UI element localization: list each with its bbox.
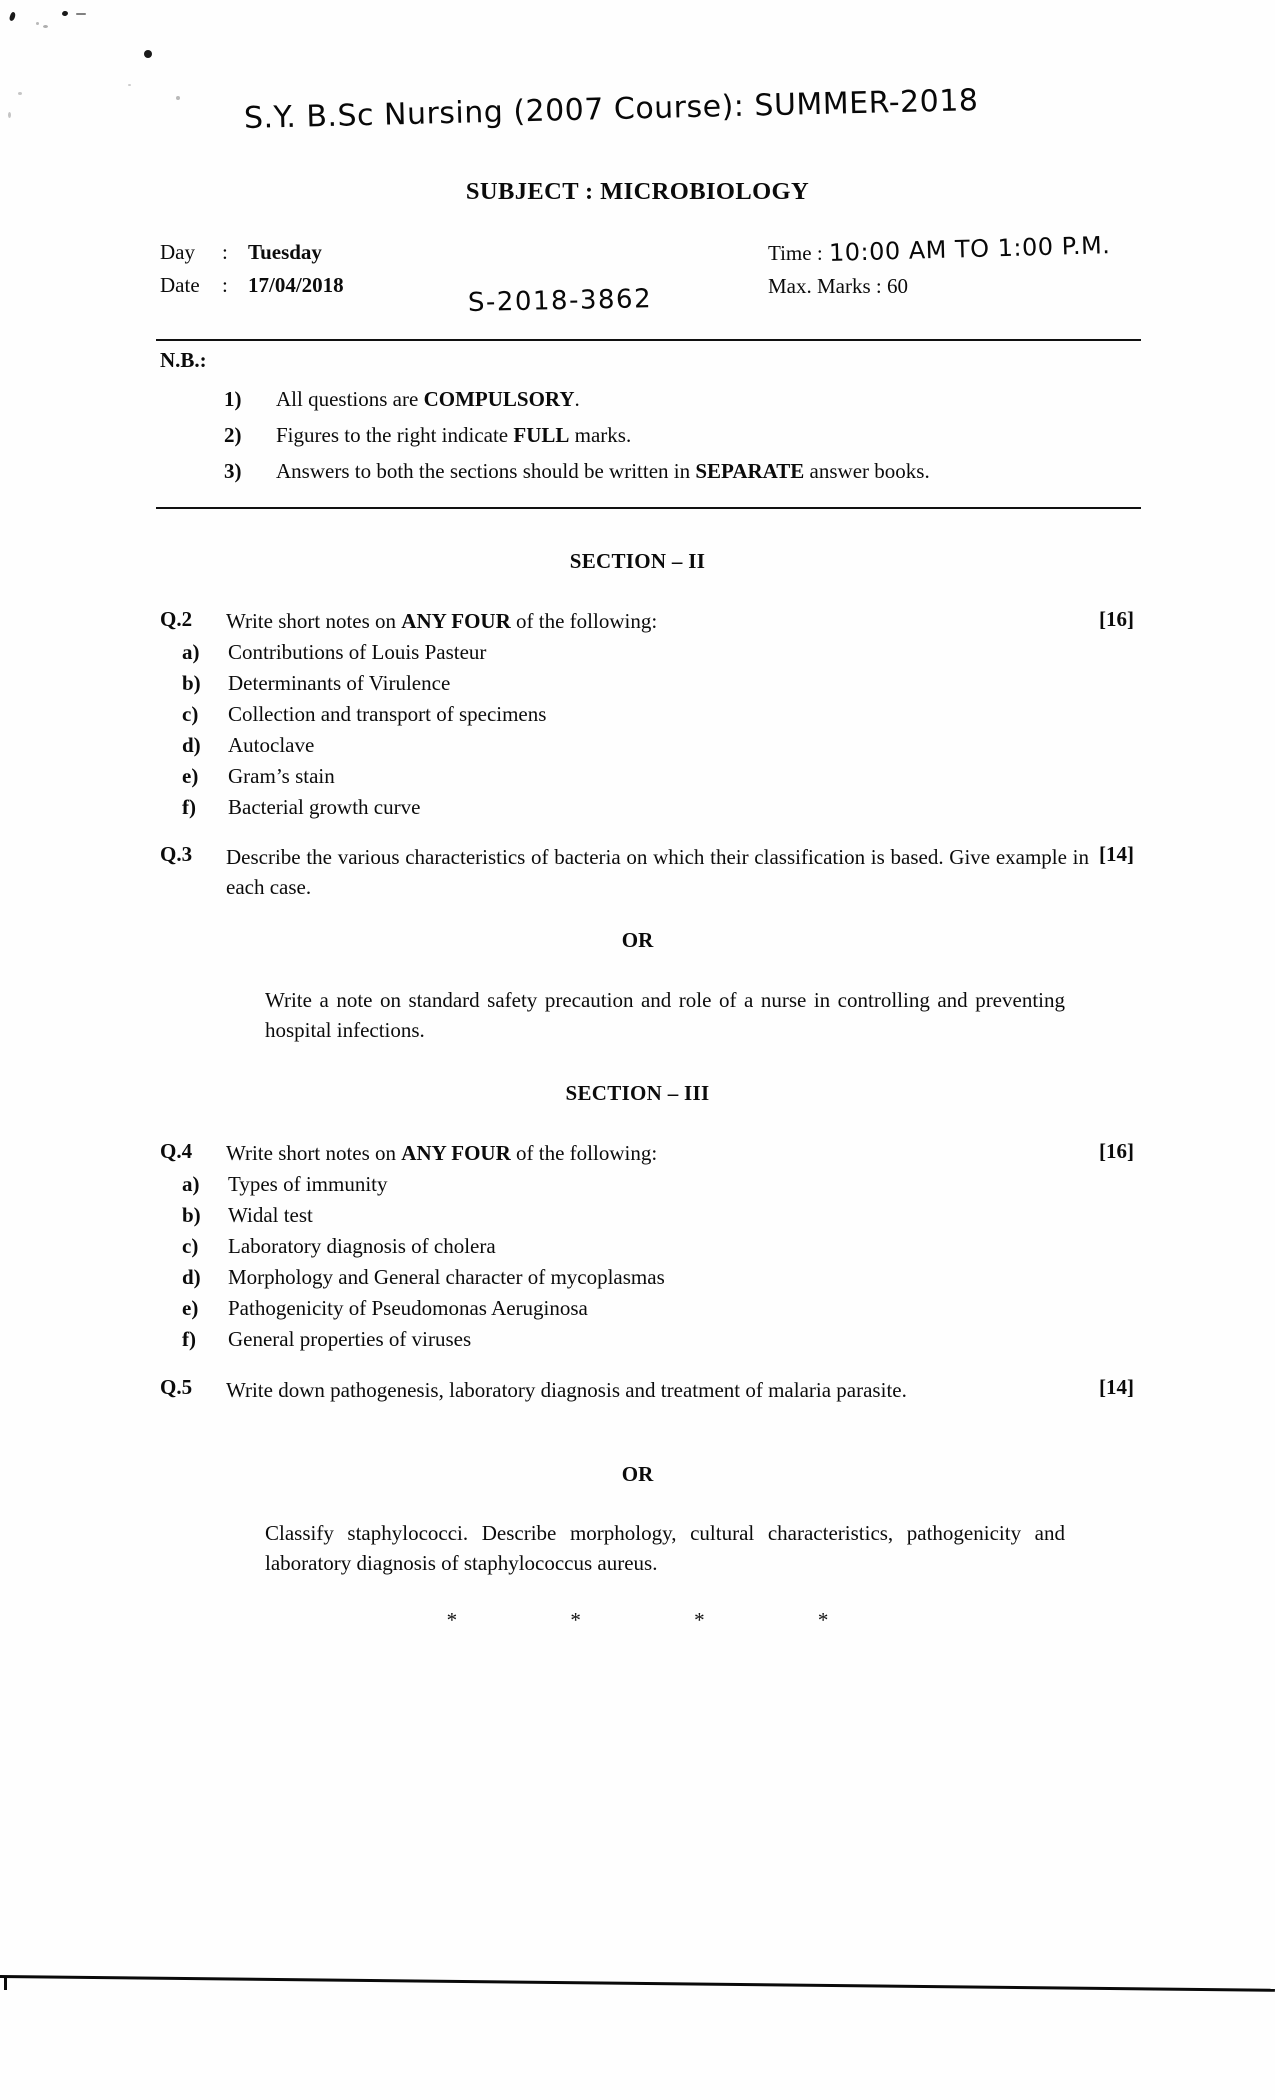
nb-item-emphasis: COMPULSORY <box>423 387 575 411</box>
ink-dot-icon <box>144 50 152 58</box>
scan-speckle-icon <box>18 92 22 95</box>
q4-sub-item <box>160 1324 1145 1355</box>
nb-item-post: answer books. <box>804 459 930 483</box>
date-label: Date <box>160 273 200 297</box>
q4-sub-letter: a) <box>182 1172 200 1196</box>
scan-speckle-icon <box>176 96 180 100</box>
scan-edge-line <box>0 1975 1275 1992</box>
note-bene-block <box>160 348 930 493</box>
nb-item-emphasis: SEPARATE <box>695 459 805 483</box>
q4-sub-letter: e) <box>182 1296 199 1320</box>
scan-speckle-icon <box>62 10 69 16</box>
q5-stem-row <box>160 1375 1145 1405</box>
handwritten-course-title: S.Y. B.Sc Nursing (2007 Course): SUMMER-2018 <box>243 83 979 136</box>
q3-marks: [14] <box>1099 842 1134 866</box>
q2-sub-letter: b) <box>182 671 201 695</box>
exam-meta-left <box>160 236 344 302</box>
nb-item-text <box>276 457 930 485</box>
scan-speckle-icon <box>76 13 86 15</box>
q2-sub-text: Contributions of Louis Pasteur <box>228 640 487 664</box>
q2-sub-item <box>160 761 1145 792</box>
handwritten-time-value: 10:00 AM TO 1:00 P.M. <box>828 231 1111 267</box>
day-value: Tuesday <box>248 240 322 264</box>
or-separator-1: OR <box>621 928 654 952</box>
date-value: 17/04/2018 <box>248 273 344 297</box>
q2-sub-text: Determinants of Virulence <box>228 671 451 695</box>
q2-stem-post: of the following: <box>510 609 658 633</box>
exam-meta-right <box>768 231 1111 303</box>
date-colon: : <box>222 273 228 297</box>
section-heading-2: SECTION – II <box>569 549 706 573</box>
footer-star-separator: * * * * <box>446 1608 883 1632</box>
q2-sub-list <box>160 637 1145 823</box>
q4-sub-letter: b) <box>182 1203 201 1227</box>
scan-speckle-icon <box>43 25 48 28</box>
question-q4 <box>160 1139 1145 1355</box>
scan-speckle-icon <box>8 112 11 118</box>
q2-sub-letter: d) <box>182 733 201 757</box>
q2-marks: [16] <box>1099 607 1134 631</box>
q3-label: Q.3 <box>160 842 193 866</box>
q5-marks: [14] <box>1099 1375 1134 1399</box>
nb-item-emphasis: FULL <box>513 423 570 447</box>
nb-item-number: 1) <box>224 387 242 411</box>
q4-stem-pre: Write short notes on <box>226 1141 402 1165</box>
scan-edge-tick <box>4 1978 7 1990</box>
q2-sub-letter: e) <box>182 764 199 788</box>
q2-stem-row <box>160 607 1145 635</box>
q4-stem <box>226 1139 1099 1167</box>
q4-stem-emphasis: ANY FOUR <box>401 1141 511 1165</box>
time-label: Time : <box>768 241 823 265</box>
q4-sub-item <box>160 1169 1145 1200</box>
q3-text: Describe the various characteristics of bacteria on which their classification is based. Give example in each case. <box>226 845 1089 899</box>
q3-alternative-text: Write a note on standard safety precaution and role of a nurse in controlling and preventing hospital infections. <box>265 988 1065 1042</box>
q2-label: Q.2 <box>160 607 193 631</box>
q4-label: Q.4 <box>160 1139 193 1163</box>
q4-sub-text: Laboratory diagnosis of cholera <box>228 1234 496 1258</box>
q5-label: Q.5 <box>160 1375 193 1399</box>
day-row <box>160 236 344 269</box>
day-label: Day <box>160 240 195 264</box>
question-q5 <box>160 1375 1145 1405</box>
q4-sub-text: Types of immunity <box>228 1172 388 1196</box>
q4-sub-letter: c) <box>182 1234 199 1258</box>
scan-speckle-icon <box>36 22 39 25</box>
q2-stem <box>226 607 1099 635</box>
scan-speckle-icon <box>128 84 131 86</box>
nb-item-pre: Answers to both the sections should be written in <box>276 459 696 483</box>
q2-sub-item <box>160 699 1145 730</box>
question-q2 <box>160 607 1145 823</box>
nb-list <box>160 385 930 485</box>
nb-title: N.B.: <box>160 348 207 372</box>
q4-sub-item <box>160 1262 1145 1293</box>
date-row <box>160 269 344 302</box>
q2-sub-text: Collection and transport of specimens <box>228 702 547 726</box>
nb-item-post: marks. <box>569 423 632 447</box>
q4-sub-item <box>160 1200 1145 1231</box>
section-heading-3: SECTION – III <box>565 1081 710 1105</box>
max-marks: Max. Marks : 60 <box>768 274 908 298</box>
subject-line: SUBJECT : MICROBIOLOGY <box>465 178 810 205</box>
nb-item <box>160 385 930 413</box>
q2-sub-text: Autoclave <box>228 733 315 757</box>
q4-sub-item <box>160 1293 1145 1324</box>
q5-alternative-text: Classify staphylococci. Describe morphology, cultural characteristics, pathogenicity and laboratory diagnosis of staphylococcus aureus. <box>265 1521 1065 1575</box>
q5-text: Write down pathogenesis, laboratory diagnosis and treatment of malaria parasite. <box>226 1378 907 1402</box>
nb-item-pre: All questions are <box>276 387 424 411</box>
nb-item-text <box>276 385 930 413</box>
time-row <box>768 231 1111 270</box>
q2-sub-letter: f) <box>182 795 196 819</box>
nb-item-number: 3) <box>224 459 242 483</box>
q2-sub-item <box>160 637 1145 668</box>
nb-item-pre: Figures to the right indicate <box>276 423 514 447</box>
nb-item-text <box>276 421 930 449</box>
q2-sub-letter: c) <box>182 702 199 726</box>
q4-sub-text: Pathogenicity of Pseudomonas Aeruginosa <box>228 1296 588 1320</box>
header-divider-rule <box>156 339 1141 341</box>
nb-item <box>160 421 930 449</box>
q3-stem-row <box>160 842 1145 902</box>
q4-sub-letter: d) <box>182 1265 201 1289</box>
nb-item <box>160 457 930 485</box>
q2-sub-item <box>160 792 1145 823</box>
q2-stem-pre: Write short notes on <box>226 609 402 633</box>
scan-speckle-icon <box>8 11 16 21</box>
q2-stem-emphasis: ANY FOUR <box>401 609 511 633</box>
or-separator-2: OR <box>621 1462 654 1486</box>
q4-sub-text: Widal test <box>228 1203 313 1227</box>
q2-sub-item <box>160 730 1145 761</box>
nb-divider-rule <box>156 507 1141 509</box>
q4-sub-text: Morphology and General character of mycoplasmas <box>228 1265 665 1289</box>
q4-sub-item <box>160 1231 1145 1262</box>
q4-sub-text: General properties of viruses <box>228 1327 472 1351</box>
q2-sub-text: Bacterial growth curve <box>228 795 421 819</box>
q4-sub-list <box>160 1169 1145 1355</box>
q4-stem-row <box>160 1139 1145 1167</box>
question-q3 <box>160 842 1145 902</box>
nb-item-number: 2) <box>224 423 242 447</box>
day-colon: : <box>222 240 228 264</box>
q2-sub-letter: a) <box>182 640 200 664</box>
q2-sub-item <box>160 668 1145 699</box>
nb-item-post: . <box>574 387 580 411</box>
q2-sub-text: Gram’s stain <box>228 764 335 788</box>
q4-sub-letter: f) <box>182 1327 196 1351</box>
handwritten-paper-code: S-2018-3862 <box>467 284 653 318</box>
q4-marks: [16] <box>1099 1139 1134 1163</box>
q4-stem-post: of the following: <box>510 1141 658 1165</box>
